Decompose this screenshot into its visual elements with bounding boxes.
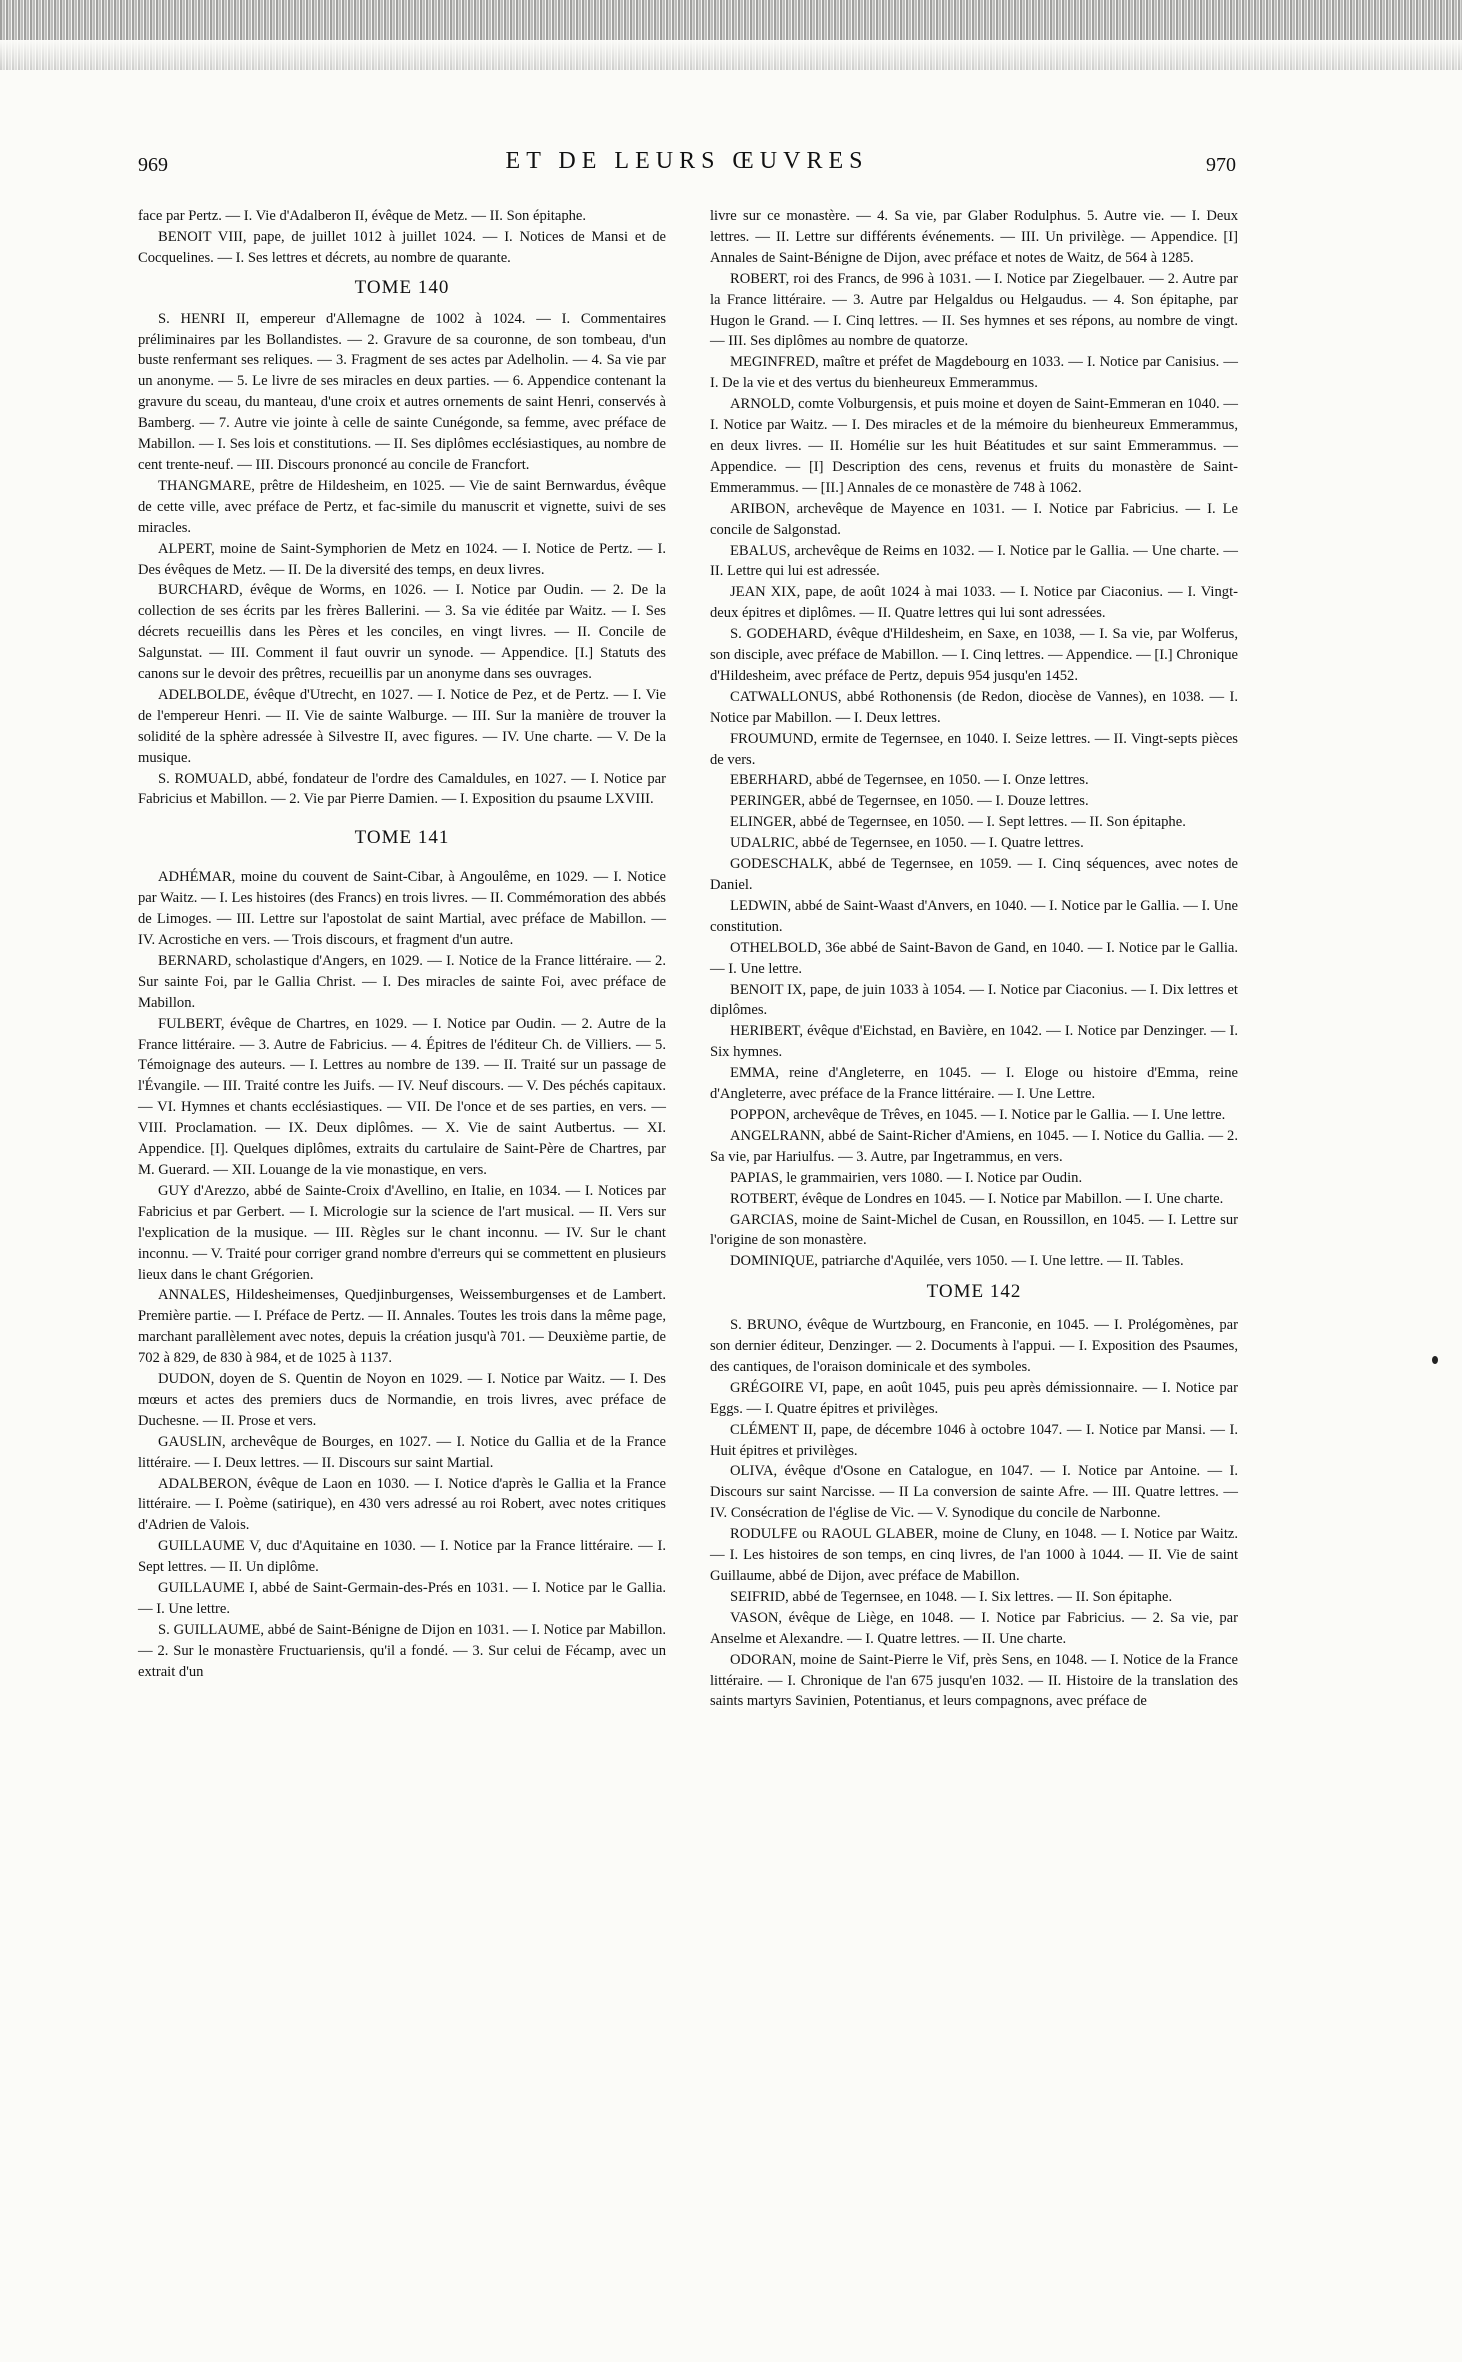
entry: ROBERT, roi des Francs, de 996 à 1031. — I. Notice par Ziegelbauer. — 2. Autre par la France littéraire. — 3. Autre par Helgaldus ou Helgaudus. — 4. Son épitaphe, par Hugon le Grand. — I. Cinq lettres. — II. Ses hymnes et ses répons, au nombre de vingt. — III. Ses diplômes au nombre de quatorze.	[710, 270, 1238, 350]
entry: ARNOLD, comte Volburgensis, et puis moine et doyen de Saint-Emmeran en 1040. — I. Notice par Waitz. — I. Des miracles et de la mémoire du bienheureux Emmerammus, en deux livres. — II. Homélie sur les huit Béatitudes et sur saint Emmerammus. — Appendice. — [I] Description des cens, revenus et fruits du monastère de Saint-Emmerammus. — [II.] Annales de ce monastère de 748 à 1062.	[710, 396, 1238, 496]
entry: ODORAN, moine de Saint-Pierre le Vif, près Sens, en 1048. — I. Notice de la France littéraire. — I. Chronique de l'an 675 jusqu'en 1032. — II. Histoire de la translation des saints martyrs Savinien, Potentianus, et leurs compagnons, avec préface de	[710, 1651, 1238, 1710]
entry: BERNARD, scholastique d'Angers, en 1029. — I. Notice de la France littéraire. — 2. Sur sainte Foi, par le Gallia Christ. — I. Des miracles de sainte Foi, avec préface de Mabillon.	[138, 952, 666, 1011]
entry: ADALBERON, évêque de Laon en 1030. — I. Notice d'après le Gallia et la France littéraire. — I. Poème (satirique), en 430 vers adressé au roi Robert, avec notes critiques d'Adrien de Valois.	[138, 1475, 666, 1534]
entry: livre sur ce monastère. — 4. Sa vie, par Glaber Rodulphus. 5. Autre vie. — I. Deux lettres. — II. Lettre sur différents événements. — III. Un privilège. — Appendice. [I] Annales de Saint-Bénigne de Dijon, avec préface et notes de Waitz, de 564 à 1285.	[710, 208, 1238, 266]
entry: GUILLAUME I, abbé de Saint-Germain-des-Prés en 1031. — I. Notice par le Gallia. — I. Une lettre.	[138, 1580, 666, 1617]
entry: S. ROMUALD, abbé, fondateur de l'ordre des Camaldules, en 1027. — I. Notice par Fabricius et Mabillon. — 2. Vie par Pierre Damien. — I. Exposition du psaume LXVIII.	[138, 770, 666, 808]
entry: OLIVA, évêque d'Osone en Catalogue, en 1047. — I. Notice par Antoine. — I. Discours sur saint Narcisse. — II La conversion de sainte Afre. — III. Quatre lettres. — IV. Consécration de l'église de Vic. — V. Synodique du concile de Narbonne.	[710, 1463, 1238, 1522]
entry: GARCIAS, moine de Saint-Michel de Cusan, en Roussillon, en 1045. — I. Lettre sur l'origine de son monastère.	[710, 1211, 1238, 1249]
entry: DOMINIQUE, patriarche d'Aquilée, vers 1050. — I. Une lettre. — II. Tables.	[730, 1253, 1184, 1270]
scan-noise-fade	[0, 40, 1462, 100]
entry: GUY d'Arezzo, abbé de Sainte-Croix d'Avellino, en Italie, en 1034. — I. Notices par Fabricius et par Gerbert. — I. Micrologie sur la science de l'art musical. — II. Vers sur l'explication de la musique. — III. Règles sur le chant inconnu. — IV. Sur le chant inconnu. — V. Traité pour corriger grand nombre d'erreurs qui se commettent en plusieurs lieux dans le chant Grégorien.	[138, 1182, 666, 1283]
left-column	[138, 206, 666, 1683]
entry: PAPIAS, le grammairien, vers 1080. — I. Notice par Oudin.	[730, 1169, 1083, 1186]
entry: EMMA, reine d'Angleterre, en 1045. — I. Eloge ou histoire d'Emma, reine d'Angleterre, avec préface de la France littéraire. — I. Une Lettre.	[710, 1065, 1238, 1103]
entry: BENOIT IX, pape, de juin 1033 à 1054. — I. Notice par Ciaconius. — I. Dix lettres et diplômes.	[710, 981, 1238, 1019]
running-title: ET DE LEURS ŒUVRES	[505, 148, 869, 174]
section-heading-tome-140: TOME 140	[354, 276, 450, 298]
entry: S. BRUNO, évêque de Wurtzbourg, en Franconie, en 1045. — I. Prolégomènes, par son dernier éditeur, Denzinger. — 2. Documents à l'appui. — I. Exposition des Psaumes, des cantiques, de l'oraison dominicale et des symboles.	[710, 1317, 1238, 1375]
entry: BENOIT VIII, pape, de juillet 1012 à juillet 1024. — I. Notices de Mansi et de Cocquelines. — I. Ses lettres et décrets, au nombre de quarante.	[138, 228, 666, 266]
entry: JEAN XIX, pape, de août 1024 à mai 1033. — I. Notice par Ciaconius. — I. Vingt-deux épitres et diplômes. — II. Quatre lettres qui lui sont adressées.	[710, 584, 1238, 622]
entry: ANNALES, Hildesheimenses, Quedjinburgenses, Weissemburgenses et de Lambert. Première partie. — I. Préface de Pertz. — II. Annales. Toutes les trois dans la même page, marchant parallèlement avec notes, depuis la création jusqu'à 701. — Deuxième partie, de 702 à 829, de 830 à 984, et de 1025 à 1137.	[138, 1287, 666, 1367]
entry: HERIBERT, évêque d'Eichstad, en Bavière, en 1042. — I. Notice par Denzinger. — I. Six hymnes.	[710, 1023, 1238, 1061]
entry: ARIBON, archevêque de Mayence en 1031. — I. Notice par Fabricius. — I. Le concile de Salgonstad.	[710, 500, 1238, 538]
entry: GUILLAUME V, duc d'Aquitaine en 1030. — I. Notice par la France littéraire. — I. Sept lettres. — II. Un diplôme.	[138, 1538, 666, 1576]
entry: EBALUS, archevêque de Reims en 1032. — I. Notice par le Gallia. — Une charte. — II. Lettre qui lui est adressée.	[710, 542, 1238, 580]
entry: ANGELRANN, abbé de Saint-Richer d'Amiens, en 1045. — I. Notice du Gallia. — 2. Sa vie, par Hariulfus. — 3. Autre, par Ingetrammus, en vers.	[710, 1127, 1238, 1165]
entry: EBERHARD, abbé de Tegernsee, en 1050. — I. Onze lettres.	[730, 772, 1089, 789]
entry: ADHÉMAR, moine du couvent de Saint-Cibar, à Angoulême, en 1029. — I. Notice par Waitz. — I. Les histoires (des Francs) en trois livres. — II. Commémoration des abbés de Limoges. — III. Lettre sur l'apostolat de saint Martial, avec préface de Mabillon. — IV. Acrostiche en vers. — Trois discours, et fragment d'un autre.	[138, 869, 666, 948]
entry: ROTBERT, évêque de Londres en 1045. — I. Notice par Mabillon. — I. Une charte.	[730, 1190, 1224, 1207]
margin-mark	[1432, 1356, 1438, 1364]
right-column	[710, 206, 1238, 1712]
entry: BURCHARD, évêque de Worms, en 1026. — I. Notice par Oudin. — 2. De la collection de ses écrits par les frères Ballerini. — 3. Sa vie éditée par Waitz. — I. Ses décrets recueillis dans les Pères et les conciles, en vingt livres. — II. Concile de Salgunstat. — III. Comment il faut ouvrir un synode. — Appendice. [I.] Statuts des canons sur le devoir des prêtres, recueillis par un anonyme dans ses ouvrages.	[138, 582, 666, 683]
section-heading-tome-142: TOME 142	[926, 1281, 1022, 1303]
entry: THANGMARE, prêtre de Hildesheim, en 1025. — Vie de saint Bernwardus, évêque de cette ville, avec préface de Pertz, et fac-simile du manuscrit et vignette, suivi de ses miracles.	[138, 477, 666, 536]
page-number-right: 970	[1206, 154, 1236, 176]
entry: CATWALLONUS, abbé Rothonensis (de Redon, diocèse de Vannes), en 1038. — I. Notice par Mabillon. — I. Deux lettres.	[710, 688, 1238, 726]
entry: SEIFRID, abbé de Tegernsee, en 1048. — I. Six lettres. — II. Son épitaphe.	[730, 1588, 1173, 1605]
entry: face par Pertz. — I. Vie d'Adalberon II, évêque de Metz. — II. Son épitaphe.	[138, 208, 587, 224]
entry: POPPON, archevêque de Trêves, en 1045. — I. Notice par le Gallia. — I. Une lettre.	[730, 1106, 1226, 1123]
running-header	[138, 148, 1236, 182]
section-heading-tome-141: TOME 141	[354, 827, 450, 849]
entry: S. GODEHARD, évêque d'Hildesheim, en Saxe, en 1038, — I. Sa vie, par Wolferus, son disciple, avec préface de Mabillon. — I. Cinq lettres. — Appendice. — [I.] Chronique d'Hildesheim, avec préface de Pertz, depuis 954 jusqu'en 1452.	[710, 626, 1238, 684]
entry: ALPERT, moine de Saint-Symphorien de Metz en 1024. — I. Notice de Pertz. — I. Des évêques de Metz. — II. De la diversité des temps, en deux livres.	[138, 540, 666, 578]
entry: ELINGER, abbé de Tegernsee, en 1050. — I. Sept lettres. — II. Son épitaphe.	[730, 814, 1186, 831]
entry: RODULFE ou RAOUL GLABER, moine de Cluny, en 1048. — I. Notice par Waitz. — I. Les histoires de son temps, en cinq livres, de l'an 1000 à 1044. — II. Vie de saint Guillaume, abbé de Dijon, avec préface de Mabillon.	[710, 1526, 1238, 1584]
entry: S. GUILLAUME, abbé de Saint-Bénigne de Dijon en 1031. — I. Notice par Mabillon. — 2. Sur le monastère Fructuariensis, qu'il a fondé. — 3. Sur celui de Fécamp, avec un extrait d'un	[138, 1621, 666, 1680]
entry: LEDWIN, abbé de Saint-Waast d'Anvers, en 1040. — I. Notice par le Gallia. — I. Une constitution.	[710, 897, 1238, 935]
entry: CLÉMENT II, pape, de décembre 1046 à octobre 1047. — I. Notice par Mansi. — I. Huit épitres et privilèges.	[710, 1421, 1238, 1459]
entry: MEGINFRED, maître et préfet de Magdebourg en 1033. — I. Notice par Canisius. — I. De la vie et des vertus du bienheureux Emmerammus.	[710, 354, 1238, 392]
entry: FROUMUND, ermite de Tegernsee, en 1040. I. Seize lettres. — II. Vingt-septs pièces de vers.	[710, 730, 1238, 768]
entry: ADELBOLDE, évêque d'Utrecht, en 1027. — I. Notice de Pez, et de Pertz. — I. Vie de l'empereur Henri. — II. Vie de sainte Walburge. — III. Sur la manière de trouver la solidité de la sphère adressée à Silvestre II, avec figures. — IV. Une charte. — V. De la musique.	[138, 686, 666, 766]
entry: OTHELBOLD, 36e abbé de Saint-Bavon de Gand, en 1040. — I. Notice par le Gallia. — I. Une lettre.	[710, 939, 1238, 977]
entry: GODESCHALK, abbé de Tegernsee, en 1059. — I. Cinq séquences, avec notes de Daniel.	[710, 856, 1238, 893]
entry: DUDON, doyen de S. Quentin de Noyon en 1029. — I. Notice par Waitz. — I. Des mœurs et actes des premiers ducs de Normandie, en trois livres, avec préface de Duchesne. — II. Prose et vers.	[138, 1371, 666, 1429]
entry: S. HENRI II, empereur d'Allemagne de 1002 à 1024. — I. Commentaires préliminaires par les Bollandistes. — 2. Gravure de sa couronne, de son tombeau, d'un buste renfermant ses reliques. — 3. Fragment de ses actes par Adelholin. — 4. Sa vie par un anonyme. — 5. Le livre de ses miracles en deux parties. — 6. Appendice contenant la gravure du sceau, du manteau, d'une croix et autres ornements de saint Henri, conservés à Bamberg. — 7. Autre vie jointe à celle de sainte Cunégonde, sa femme, avec préface de Mabillon. — I. Ses lois et constitutions. — II. Ses diplômes ecclésiastiques, au nombre de cent trente-neuf. — III. Discours prononcé au concile de Francfort.	[138, 310, 666, 473]
entry: VASON, évêque de Liège, en 1048. — I. Notice par Fabricius. — 2. Sa vie, par Anselme et Alexandre. — I. Quatre lettres. — II. Une charte.	[710, 1609, 1238, 1647]
entry: UDALRIC, abbé de Tegernsee, en 1050. — I. Quatre lettres.	[730, 835, 1084, 852]
entry: GAUSLIN, archevêque de Bourges, en 1027. — I. Notice du Gallia et de la France littéraire. — I. Deux lettres. — II. Discours sur saint Martial.	[138, 1433, 666, 1471]
entry: PERINGER, abbé de Tegernsee, en 1050. — I. Douze lettres.	[730, 793, 1089, 810]
page-number-left: 969	[138, 154, 168, 176]
entry: FULBERT, évêque de Chartres, en 1029. — I. Notice par Oudin. — 2. Autre de la France littéraire. — 3. Autre de Fabricius. — 4. Épitres de l'éditeur Ch. de Villiers. — 5. Témoignage des auteurs. — I. Lettres au nombre de 139. — II. Traité sur un passage de l'Évangile. — III. Traité contre les Juifs. — IV. Neuf discours. — V. Des péchés capitaux. — VI. Hymnes et chants ecclésiastiques. — VII. De l'once et de ses parties, en vers. — VIII. Proclamation. — IX. Deux diplômes. — X. Vie de saint Autbertus. — XI. Appendice. [I]. Quelques diplômes, extraits du cartulaire de Saint-Père de Chartres, par M. Guerard. — XII. Louange de la vie monastique, en vers.	[138, 1015, 666, 1178]
entry: GRÉGOIRE VI, pape, en août 1045, puis peu après démissionnaire. — I. Notice par Eggs. — I. Quatre épitres et privilèges.	[710, 1379, 1238, 1417]
